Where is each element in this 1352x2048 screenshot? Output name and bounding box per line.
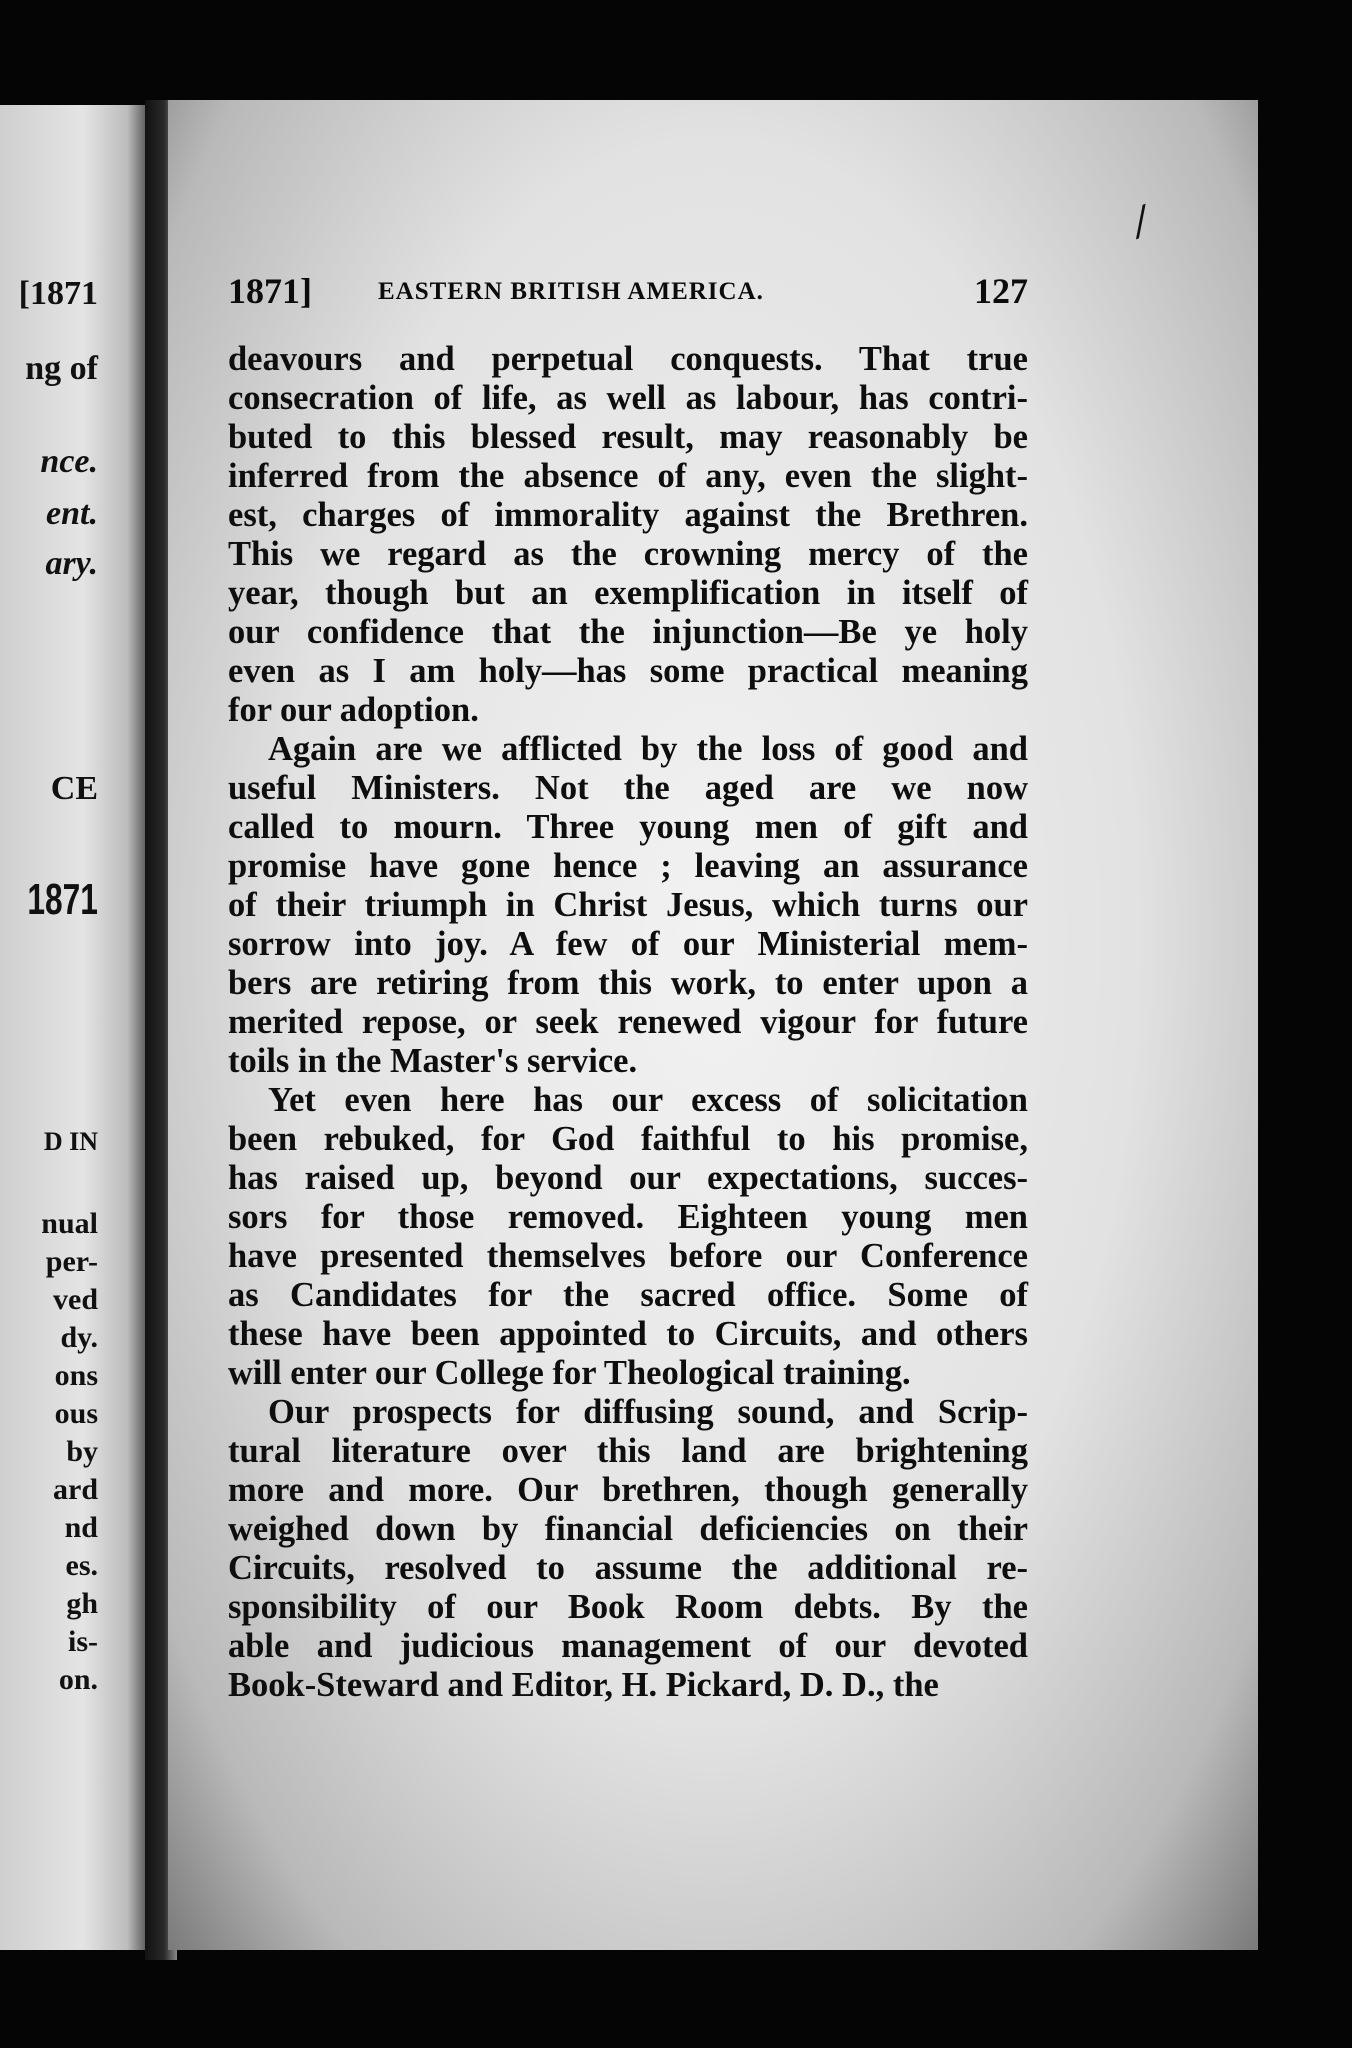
- text-line: consecration of life, as well as labour, has contri-: [228, 379, 1028, 417]
- left-line: is-: [68, 1625, 98, 1658]
- left-line: on.: [58, 1663, 98, 1696]
- body-text: [228, 340, 1028, 1705]
- text-line: merited repose, or seek renewed vigour for future: [228, 1003, 1028, 1041]
- text-line: Yet even here has our excess of solicitation: [268, 1081, 1028, 1119]
- text-line: will enter our College for Theological training.: [228, 1354, 911, 1392]
- left-line: ary.: [45, 545, 98, 582]
- text-line: tural literature over this land are brightening: [228, 1432, 1028, 1470]
- left-line: ng of: [25, 350, 98, 387]
- text-line: for our adoption.: [228, 691, 479, 729]
- text-line: sponsibility of our Book Room debts. By the: [228, 1588, 1028, 1626]
- left-line: by: [66, 1435, 98, 1468]
- paragraph: [228, 730, 1028, 1081]
- left-line: per-: [45, 1245, 98, 1278]
- text-line: as Candidates for the sacred office. Some of: [228, 1276, 1028, 1314]
- text-line: buted to this blessed result, may reasonably be: [228, 418, 1028, 456]
- left-line: nce.: [40, 443, 98, 480]
- text-line: of their triumph in Christ Jesus, which turns our: [228, 886, 1028, 924]
- left-line: ons: [54, 1359, 98, 1392]
- header-year: 1871]: [228, 271, 312, 311]
- left-line: es.: [65, 1549, 98, 1582]
- text-line: Our prospects for diffusing sound, and Scrip-: [268, 1393, 1028, 1431]
- text-line: our confidence that the injunction—Be ye holy: [228, 613, 1028, 651]
- text-line: able and judicious management of our devoted: [228, 1627, 1028, 1665]
- left-line: 1871: [27, 875, 98, 924]
- text-line: inferred from the absence of any, even the slight-: [228, 457, 1028, 495]
- left-page-fragment: [0, 105, 150, 1950]
- text-line: Again are we afflicted by the loss of good and: [268, 730, 1028, 768]
- text-line: these have been appointed to Circuits, and others: [228, 1315, 1028, 1353]
- paragraph: [228, 1393, 1028, 1705]
- text-line: This we regard as the crowning mercy of the: [228, 535, 1028, 573]
- left-line: nd: [64, 1511, 98, 1544]
- text-line: even as I am holy—has some practical meaning: [228, 652, 1028, 690]
- text-line: has raised up, beyond our expectations, succes-: [228, 1159, 1028, 1197]
- paragraph: [228, 1081, 1028, 1393]
- text-line: bers are retiring from this work, to enter upon a: [228, 964, 1028, 1002]
- text-line: deavours and perpetual conquests. That true: [228, 340, 1028, 378]
- text-line: sors for those removed. Eighteen young men: [228, 1198, 1028, 1236]
- pencil-mark: ⁄: [1130, 200, 1153, 246]
- right-page: [168, 100, 1258, 1950]
- text-line: est, charges of immorality against the Brethren.: [228, 496, 1028, 534]
- text-line: useful Ministers. Not the aged are we now: [228, 769, 1028, 807]
- left-line: dy.: [60, 1321, 98, 1354]
- paragraph: [228, 340, 1028, 730]
- left-line: D IN: [43, 1127, 98, 1156]
- running-header: [228, 270, 1028, 320]
- left-line: ent.: [46, 495, 98, 532]
- text-line: weighed down by financial deficiencies on their: [228, 1510, 1028, 1548]
- left-line: nual: [41, 1207, 98, 1240]
- text-line: more and more. Our brethren, though generally: [228, 1471, 1028, 1509]
- left-line: ous: [54, 1397, 98, 1430]
- header-title: EASTERN BRITISH AMERICA.: [378, 278, 764, 305]
- text-line: sorrow into joy. A few of our Ministerial mem-: [228, 925, 1028, 963]
- text-line: Book-Steward and Editor, H. Pickard, D. D., the: [228, 1666, 939, 1704]
- text-line: year, though but an exemplification in itself of: [228, 574, 1028, 612]
- left-line: CE: [50, 770, 98, 807]
- left-line: [1871: [18, 275, 98, 312]
- left-line: gh: [66, 1587, 98, 1620]
- left-line: ard: [53, 1473, 98, 1506]
- text-line: toils in the Master's service.: [228, 1042, 638, 1080]
- text-line: promise have gone hence ; leaving an assurance: [228, 847, 1028, 885]
- text-line: have presented themselves before our Conference: [228, 1237, 1028, 1275]
- left-line: ved: [53, 1283, 98, 1316]
- text-line: called to mourn. Three young men of gift and: [228, 808, 1028, 846]
- page-number: 127: [974, 271, 1028, 311]
- text-line: been rebuked, for God faithful to his promise,: [228, 1120, 1028, 1158]
- text-line: Circuits, resolved to assume the additional re-: [228, 1549, 1028, 1587]
